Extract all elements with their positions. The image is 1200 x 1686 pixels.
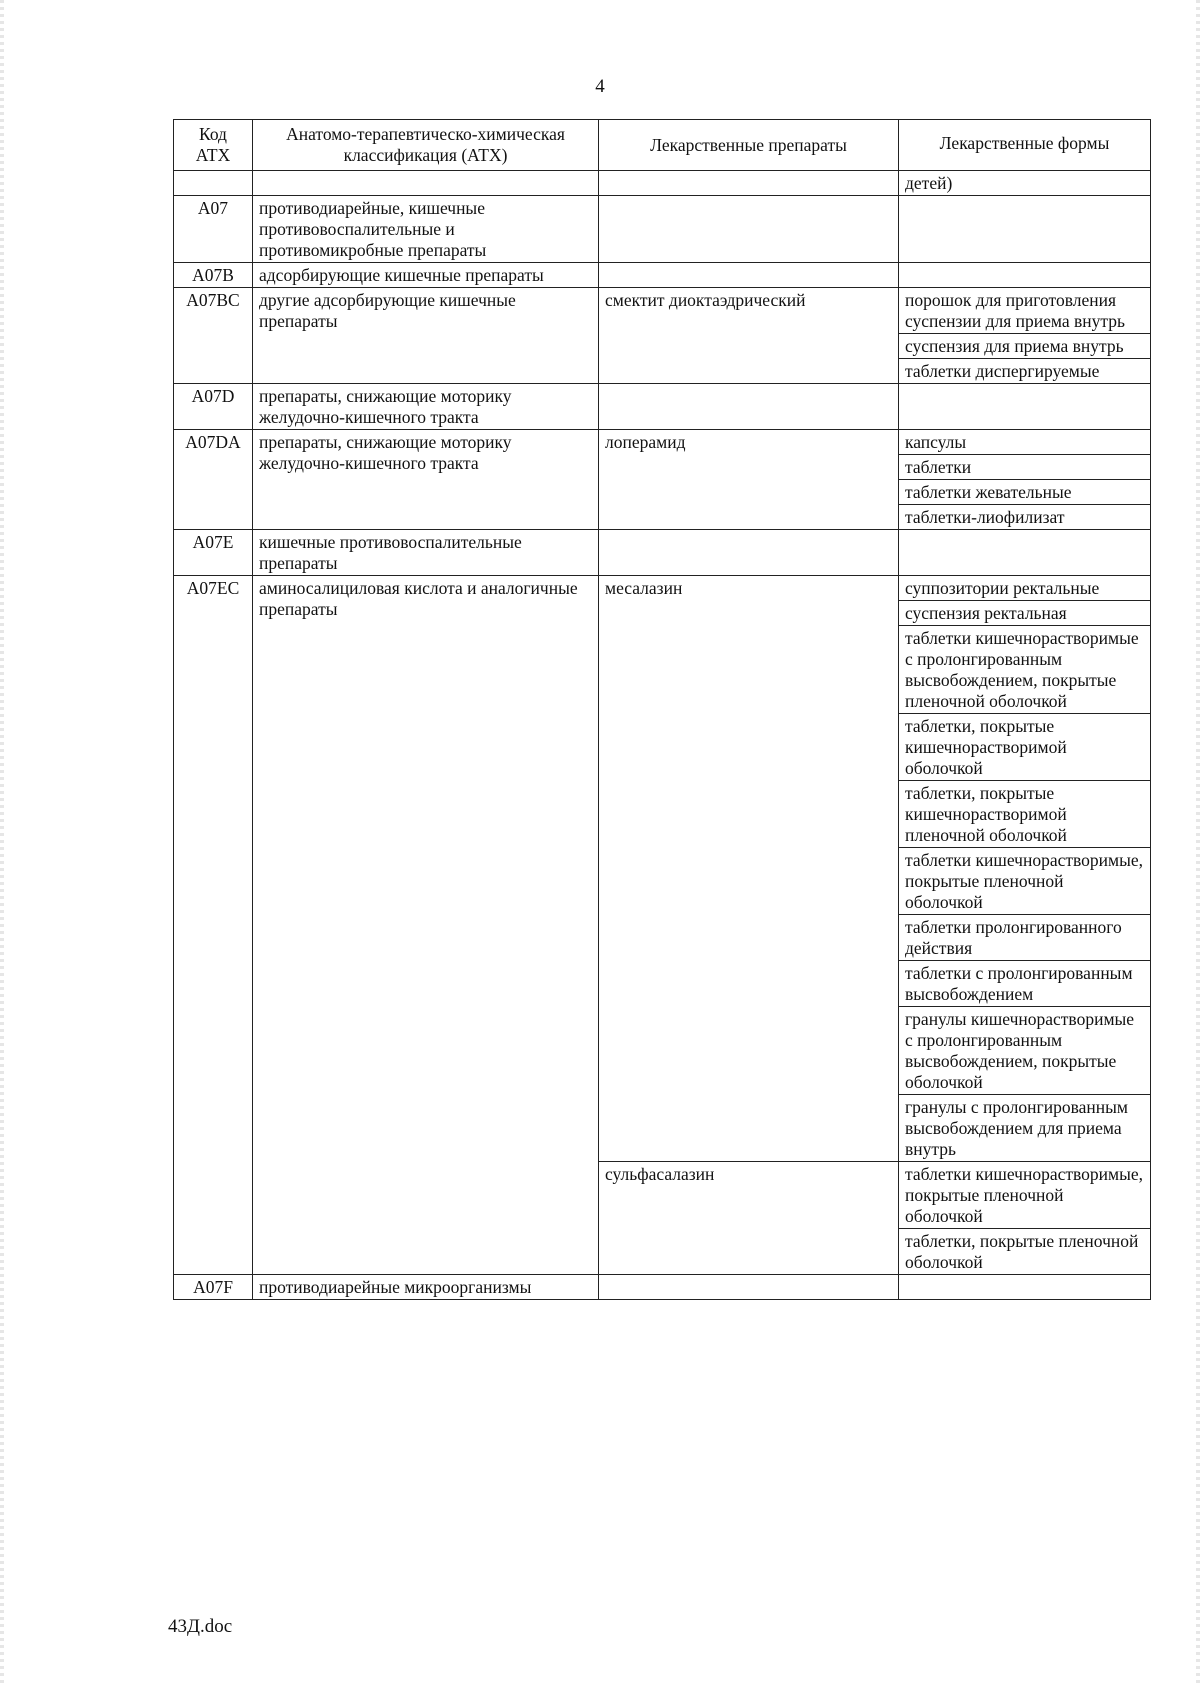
scan-left-edge	[0, 0, 4, 1686]
cell-code	[174, 171, 253, 196]
cell-classification: адсорбирующие кишечные препараты	[253, 263, 599, 288]
cell-drug	[599, 171, 899, 196]
cell-drug	[599, 384, 899, 430]
cell-code: A07BC	[174, 288, 253, 384]
cell-code: A07D	[174, 384, 253, 430]
cell-form	[899, 263, 1151, 288]
table-header-row	[174, 120, 1151, 171]
cell-form: капсулы	[899, 430, 1151, 455]
cell-form	[899, 530, 1151, 576]
table-row	[174, 576, 1151, 601]
header-atc-classification: Анатомо-терапевтическо-химическая классификация (АТХ)	[253, 120, 599, 171]
cell-form: таблетки-лиофилизат	[899, 505, 1151, 530]
cell-code: A07E	[174, 530, 253, 576]
cell-form: таблетки, покрытые кишечнорастворимой пленочной оболочкой	[899, 781, 1151, 848]
table-row	[174, 263, 1151, 288]
cell-form: суспензия ректальная	[899, 601, 1151, 626]
cell-form: таблетки жевательные	[899, 480, 1151, 505]
cell-form	[899, 1275, 1151, 1300]
table-row	[174, 1275, 1151, 1300]
cell-form: таблетки кишечнорастворимые с пролонгированным высвобождением, покрытые пленочной оболочкой	[899, 626, 1151, 714]
header-drugs: Лекарственные препараты	[599, 120, 899, 171]
table-row	[174, 530, 1151, 576]
cell-form: таблетки, покрытые кишечнорастворимой оболочкой	[899, 714, 1151, 781]
cell-classification	[253, 171, 599, 196]
cell-drug: смектит диоктаэдрический	[599, 288, 899, 384]
cell-form	[899, 196, 1151, 263]
cell-form: таблетки с пролонгированным высвобождением	[899, 961, 1151, 1007]
cell-drug	[599, 530, 899, 576]
cell-form: таблетки диспергируемые	[899, 359, 1151, 384]
table-body	[174, 171, 1151, 1300]
cell-classification: другие адсорбирующие кишечные препараты	[253, 288, 599, 384]
cell-form: суспензия для приема внутрь	[899, 334, 1151, 359]
atc-drug-table	[173, 119, 1151, 1300]
table-row	[174, 288, 1151, 334]
page-number: 4	[595, 76, 605, 97]
cell-form	[899, 384, 1151, 430]
cell-form: таблетки пролонгированного действия	[899, 915, 1151, 961]
table-row	[174, 430, 1151, 455]
scan-right-edge	[1196, 0, 1200, 1686]
cell-classification: препараты, снижающие моторику желудочно-кишечного тракта	[253, 384, 599, 430]
cell-form: таблетки	[899, 455, 1151, 480]
table-row-continuation	[174, 171, 1151, 196]
cell-form: таблетки, покрытые пленочной оболочкой	[899, 1229, 1151, 1275]
cell-form: порошок для приготовления суспензии для приема внутрь	[899, 288, 1151, 334]
cell-code: A07	[174, 196, 253, 263]
cell-drug: сульфасалазин	[599, 1162, 899, 1275]
table-row	[174, 196, 1151, 263]
cell-form: таблетки кишечнорастворимые, покрытые пленочной оболочкой	[899, 1162, 1151, 1229]
cell-classification: противодиарейные микроорганизмы	[253, 1275, 599, 1300]
cell-code: A07B	[174, 263, 253, 288]
cell-classification: препараты, снижающие моторику желудочно-кишечного тракта	[253, 430, 599, 530]
document-filename: 43Д.doc	[168, 1616, 233, 1637]
cell-code: A07EC	[174, 576, 253, 1275]
cell-code: A07DA	[174, 430, 253, 530]
table-row	[174, 384, 1151, 430]
cell-form: детей)	[899, 171, 1151, 196]
cell-drug	[599, 263, 899, 288]
cell-drug	[599, 196, 899, 263]
cell-form: суппозитории ректальные	[899, 576, 1151, 601]
cell-drug	[599, 1275, 899, 1300]
header-atc-code: Код АТХ	[174, 120, 253, 171]
cell-form: гранулы кишечнорастворимые с пролонгированным высвобождением, покрытые оболочкой	[899, 1007, 1151, 1095]
cell-code: A07F	[174, 1275, 253, 1300]
cell-drug: месалазин	[599, 576, 899, 1162]
header-dosage-forms: Лекарственные формы	[899, 120, 1151, 171]
cell-classification: противодиарейные, кишечные противовоспалительные и противомикробные препараты	[253, 196, 599, 263]
cell-form: гранулы с пролонгированным высвобождением для приема внутрь	[899, 1095, 1151, 1162]
cell-classification: аминосалициловая кислота и аналогичные препараты	[253, 576, 599, 1275]
cell-classification: кишечные противовоспалительные препараты	[253, 530, 599, 576]
cell-drug: лоперамид	[599, 430, 899, 530]
cell-form: таблетки кишечнорастворимые, покрытые пленочной оболочкой	[899, 848, 1151, 915]
